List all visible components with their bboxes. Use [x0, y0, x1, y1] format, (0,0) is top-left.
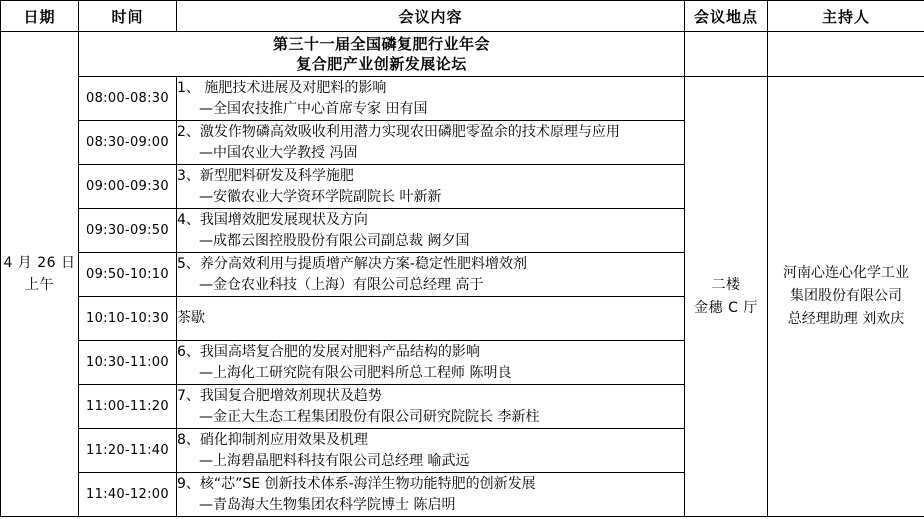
date-cell — [1, 32, 79, 517]
host-line-1: 河南心连心化学工业 — [783, 265, 909, 281]
session-time: 11:40-12:00 — [79, 473, 177, 517]
session-speaker: —金仓农业科技（上海）有限公司总经理 高于 — [199, 276, 484, 293]
session-content — [177, 473, 685, 517]
session-content — [177, 385, 685, 429]
session-time: 09:00-09:30 — [79, 165, 177, 209]
host-spacer-cell — [768, 32, 924, 77]
session-speaker: —上海碧晶肥料科技有限公司总经理 喻武远 — [199, 452, 470, 469]
table-row — [1, 77, 924, 121]
host-cell — [768, 77, 924, 517]
column-header-venue: 会议地点 — [685, 1, 768, 32]
session-time: 10:10-10:30 — [79, 297, 177, 341]
session-content — [177, 209, 685, 253]
session-content — [177, 77, 685, 121]
session-topic: 3、新型肥料研发及科学施肥 — [177, 167, 354, 184]
column-header-content: 会议内容 — [177, 1, 685, 32]
session-time: 08:00-08:30 — [79, 77, 177, 121]
column-header-date: 日期 — [1, 1, 79, 32]
session-content — [177, 429, 685, 473]
venue-line-1: 二楼 — [711, 276, 741, 293]
forum-title-line-2: 复合肥产业创新发展论坛 — [296, 55, 467, 73]
venue-cell — [685, 77, 768, 517]
date-line-1: 4 月 26 日 — [3, 255, 76, 271]
schedule-body — [1, 1, 924, 517]
session-time: 09:30-09:50 — [79, 209, 177, 253]
session-content — [177, 341, 685, 385]
session-speaker: —全国农技推广中心首席专家 田有国 — [199, 100, 428, 117]
forum-title-cell — [79, 32, 685, 77]
session-content — [177, 121, 685, 165]
session-time: 11:20-11:40 — [79, 429, 177, 473]
session-time: 09:50-10:10 — [79, 253, 177, 297]
session-content — [177, 165, 685, 209]
date-line-2: 上午 — [25, 277, 54, 293]
session-speaker: —青岛海大生物集团农科学院博士 陈启明 — [199, 496, 456, 513]
session-content — [177, 297, 685, 341]
column-header-time: 时间 — [79, 1, 177, 32]
venue-spacer-cell — [685, 32, 768, 77]
forum-title-row — [1, 32, 924, 77]
session-speaker: —金正大生态工程集团股份有限公司研究院院长 李新柱 — [199, 408, 540, 425]
session-topic: 5、养分高效利用与提质增产解决方案-稳定性肥料增效剂 — [177, 255, 527, 272]
session-topic: 9、核“芯”SE 创新技术体系-海洋生物功能特肥的创新发展 — [177, 475, 536, 492]
session-time: 11:00-11:20 — [79, 385, 177, 429]
session-speaker: —中国农业大学教授 冯固 — [199, 144, 358, 161]
session-topic: 茶歇 — [177, 310, 205, 326]
session-topic: 6、我国高塔复合肥的发展对肥料产品结构的影响 — [177, 343, 480, 360]
session-speaker: —成都云图控股股份有限公司副总裁 阙夕国 — [199, 232, 470, 249]
session-topic: 7、我国复合肥增效剂现状及趋势 — [177, 387, 382, 404]
column-header-host: 主持人 — [768, 1, 924, 32]
session-topic: 4、我国增效肥发展现状及方向 — [177, 211, 368, 228]
host-line-3: 总经理助理 刘欢庆 — [787, 311, 905, 327]
session-topic: 1、 施肥技术进展及对肥料的影响 — [177, 79, 387, 96]
session-topic: 2、激发作物磷高效吸收利用潜力实现农田磷肥零盈余的技术原理与应用 — [177, 123, 620, 140]
table-header-row — [1, 1, 924, 32]
session-speaker: —安徽农业大学资环学院副院长 叶新新 — [199, 188, 442, 205]
session-time: 10:30-11:00 — [79, 341, 177, 385]
session-content — [177, 253, 685, 297]
session-speaker: —上海化工研究院有限公司肥料所总工程师 陈明良 — [199, 364, 512, 381]
venue-line-2: 金穗 C 厅 — [694, 299, 758, 316]
session-topic: 8、硝化抑制剂应用效果及机理 — [177, 431, 368, 448]
host-line-2: 集团股份有限公司 — [790, 288, 902, 304]
forum-title-line-1: 第三十一届全国磷复肥行业年会 — [272, 35, 490, 53]
session-time: 08:30-09:00 — [79, 121, 177, 165]
